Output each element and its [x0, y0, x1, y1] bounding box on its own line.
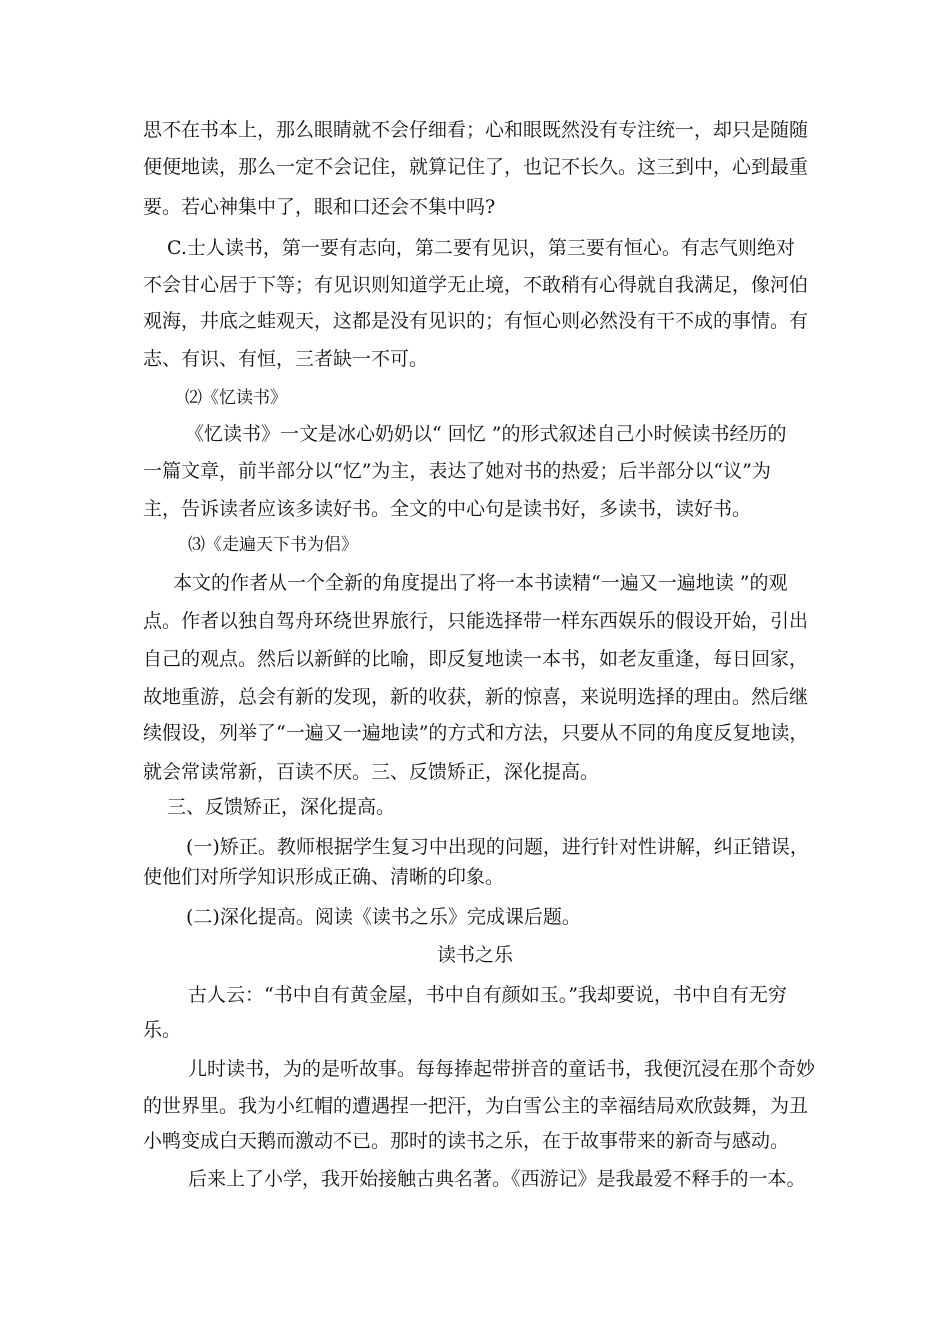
text-line: 使他们对所学知识形成正确、清晰的印象。	[143, 866, 505, 888]
article-title: 读书之乐	[436, 944, 513, 966]
text-line: 要。若心神集中了，眼和口还会不集中吗?	[143, 196, 496, 218]
paragraph-start-line: (一)矫正。教师根据学生复习中出现的问题，进行针对性讲解，纠正错误，	[186, 836, 809, 858]
text-line: 不会甘心居于下等；有见识则知道学无止境，不敢稍有心得就自我满足，像河伯	[143, 274, 809, 296]
text-line: 故地重游，总会有新的发现，新的收获，新的惊喜，来说明选择的理由。然后继	[143, 686, 809, 708]
paragraph-start-line: 后来上了小学，我开始接触古典名著。《西游记》是我最爱不释手的一本。	[188, 1168, 806, 1190]
paragraph-start-line: (二)深化提高。阅读《读书之乐》完成课后题。	[186, 906, 581, 928]
text-line: 便便地读，那么一定不会记住，就算记住了，也记不长久。这三到中，心到最重	[143, 156, 809, 178]
text-line: 志、有识、有恒，三者缺一不可。	[143, 348, 429, 370]
text-line: 思不在书本上，那么眼睛就不会仔细看；心和眼既然没有专注统一，却只是随随	[143, 119, 809, 141]
paragraph-start-line: 《忆读书》一文是冰心奶奶以“ 回忆 ”的形式叙述自己小时候读书经历的	[185, 423, 787, 445]
text-line: 就会常读常新，百读不厌。三、反馈矫正，深化提高。	[143, 761, 600, 783]
text-line: 自己的观点。然后以新鲜的比喻，即反复地读一本书，如老友重逢，每日回家，	[143, 648, 809, 670]
text-line: 主，告诉读者应该多读好书。全文的中心句是读书好，多读书，读好书。	[143, 498, 752, 520]
paragraph-start-line: 古人云：“书中自有黄金屋，书中自有颜如玉。”我却要说，书中自有无穷	[188, 984, 787, 1006]
section-heading: 三、反馈矫正，深化提高。	[167, 796, 396, 818]
text-line: 小鸭变成白天鹅而激动不已。那时的读书之乐，在于故事带来的新奇与感动。	[143, 1130, 790, 1152]
text-line: 的世界里。我为小红帽的遭遇捏一把汗，为白雪公主的幸福结局欢欣鼓舞，为丑	[143, 1095, 809, 1117]
paragraph-start-line: C.士人读书，第一要有志向，第二要有见识，第三要有恒心。有志气则绝对	[167, 237, 795, 259]
paragraph-start-line: 本文的作者从一个全新的角度提出了将一本书读精“一遍又一遍地读 ”的观	[173, 572, 788, 594]
text-line: 一篇文章，前半部分以“忆”为主，表达了她对书的热爱；后半部分以“议”为	[143, 460, 771, 482]
section-heading: ⑶《走遍天下书为侣》	[188, 535, 358, 555]
text-line: 乐。	[143, 1019, 182, 1041]
paragraph-start-line: 儿时读书，为的是听故事。每每捧起带拼音的童话书，我便沉浸在那个奇妙	[188, 1058, 816, 1080]
section-heading: ⑵《忆读书》	[185, 388, 287, 408]
text-line: 点。作者以独自驾舟环绕世界旅行，只能选择带一样东西娱乐的假设开始，引出	[143, 610, 809, 632]
text-line: 观海，井底之蛙观天，这都是没有见识的；有恒心则必然没有干不成的事情。有	[143, 310, 809, 332]
text-line: 续假设，列举了“一遍又一遍地读”的方式和方法，只要从不同的角度反复地读，	[143, 722, 809, 744]
